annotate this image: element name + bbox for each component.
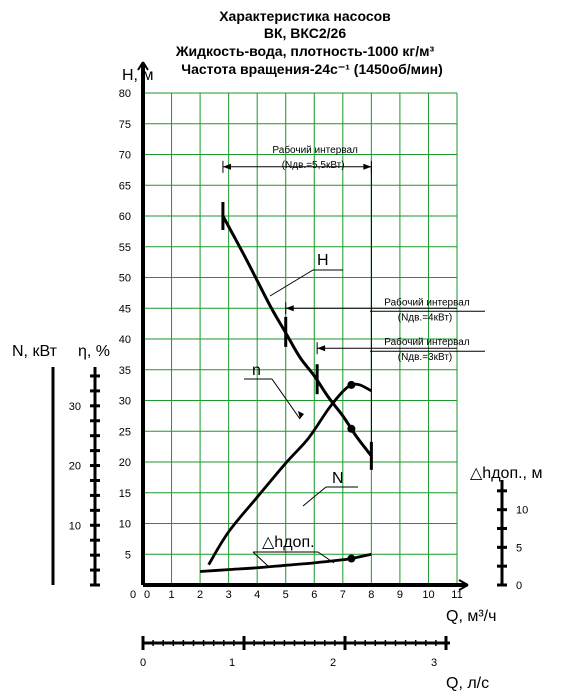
q-tick-label: 0 <box>143 589 151 601</box>
dh-tick-label: 10 <box>516 504 529 517</box>
h-tick-label: 10 <box>118 518 131 531</box>
interval-sublabel: (Nдв.=4кВт) <box>397 312 453 324</box>
q-m3h-axis-label: Q, м³/ч <box>446 608 497 625</box>
h-tick-label: 20 <box>118 457 131 469</box>
dh-tick-label: 5 <box>516 542 523 555</box>
operating-point-marker <box>347 425 355 433</box>
annotations <box>223 143 485 566</box>
curve-label-big-n: N <box>332 470 344 487</box>
eta-tick-label: 20 <box>68 460 81 473</box>
q-ls-tick-label: 3 <box>430 657 438 669</box>
h-tick-label: 30 <box>118 395 131 408</box>
curve-label-dh: △hдоп. <box>262 534 315 551</box>
eta-tick-label: 30 <box>68 400 81 413</box>
interval-arrow <box>223 164 231 170</box>
interval-label: Рабочий интервал <box>384 297 470 309</box>
h-tick-label: 55 <box>118 241 131 254</box>
dh-axis-label: △hдоп., м <box>470 465 543 482</box>
interval-label: Рабочий интервал <box>384 337 470 349</box>
title-line-4: Частота вращения-24с⁻¹ (1450об/мин) <box>181 61 443 77</box>
h-tick-label: 45 <box>118 303 131 316</box>
h-tick-label: 15 <box>118 487 131 500</box>
title-line-3: Жидкость-вода, плотность-1000 кг/м³ <box>175 43 435 59</box>
h-tick-label: 25 <box>118 426 131 439</box>
q-ls-axis-label: Q, л/с <box>446 675 490 692</box>
axes <box>33 62 528 700</box>
interval-sublabel: (Nдв.=5,5кВт) <box>281 159 345 171</box>
q-tick-label: 4 <box>254 589 261 601</box>
curve-label-h: H <box>317 252 329 269</box>
h-tick-label: 0 <box>129 589 137 601</box>
operating-point-marker <box>347 555 355 563</box>
h-tick-label: 75 <box>118 118 131 131</box>
h-tick-label: 70 <box>118 149 131 162</box>
q-tick-label: 6 <box>311 589 318 601</box>
h-tick-label: 40 <box>118 334 131 346</box>
label-leader <box>270 270 313 296</box>
h-axis-label: H, м <box>122 67 154 84</box>
q-tick-label: 5 <box>282 589 289 601</box>
q-tick-label: 3 <box>225 589 232 601</box>
title-line-1: Характеристика насосов <box>219 8 391 24</box>
eta-tick-label: 10 <box>68 520 81 533</box>
h-tick-label: 5 <box>124 549 131 562</box>
q-tick-label: 8 <box>368 589 375 601</box>
interval-arrow <box>317 345 325 351</box>
n-axis-label: N, кВт <box>12 343 57 360</box>
q-tick-label: 2 <box>197 589 204 601</box>
q-tick-label: 11 <box>451 589 463 601</box>
h-tick-label: 60 <box>118 211 131 223</box>
h-tick-label: 50 <box>118 272 131 285</box>
q-ls-tick-label: 2 <box>329 657 337 669</box>
q-tick-label: 7 <box>339 589 346 601</box>
dh-tick-label: 0 <box>516 580 523 592</box>
operating-point-marker <box>347 381 355 389</box>
h-tick-label: 80 <box>118 88 131 100</box>
interval-arrow <box>286 305 294 311</box>
q-ls-tick-label: 0 <box>139 657 147 669</box>
h-tick-label: 35 <box>118 364 131 377</box>
curve-label-n: n <box>252 362 261 379</box>
interval-label: Рабочий интервал <box>272 144 358 156</box>
q-ls-tick-label: 1 <box>228 657 236 669</box>
series-h-line <box>223 216 371 456</box>
q-tick-label: 10 <box>422 589 435 601</box>
q-tick-label: 9 <box>396 589 403 601</box>
h-tick-label: 65 <box>118 180 131 193</box>
q-tick-label: 1 <box>168 589 175 601</box>
eta-axis-label: η, % <box>78 343 111 360</box>
title-line-2: ВК, ВКС2/26 <box>263 25 347 41</box>
interval-sublabel: (Nдв.=3кВт) <box>397 352 453 364</box>
interval-arrow <box>363 164 371 170</box>
